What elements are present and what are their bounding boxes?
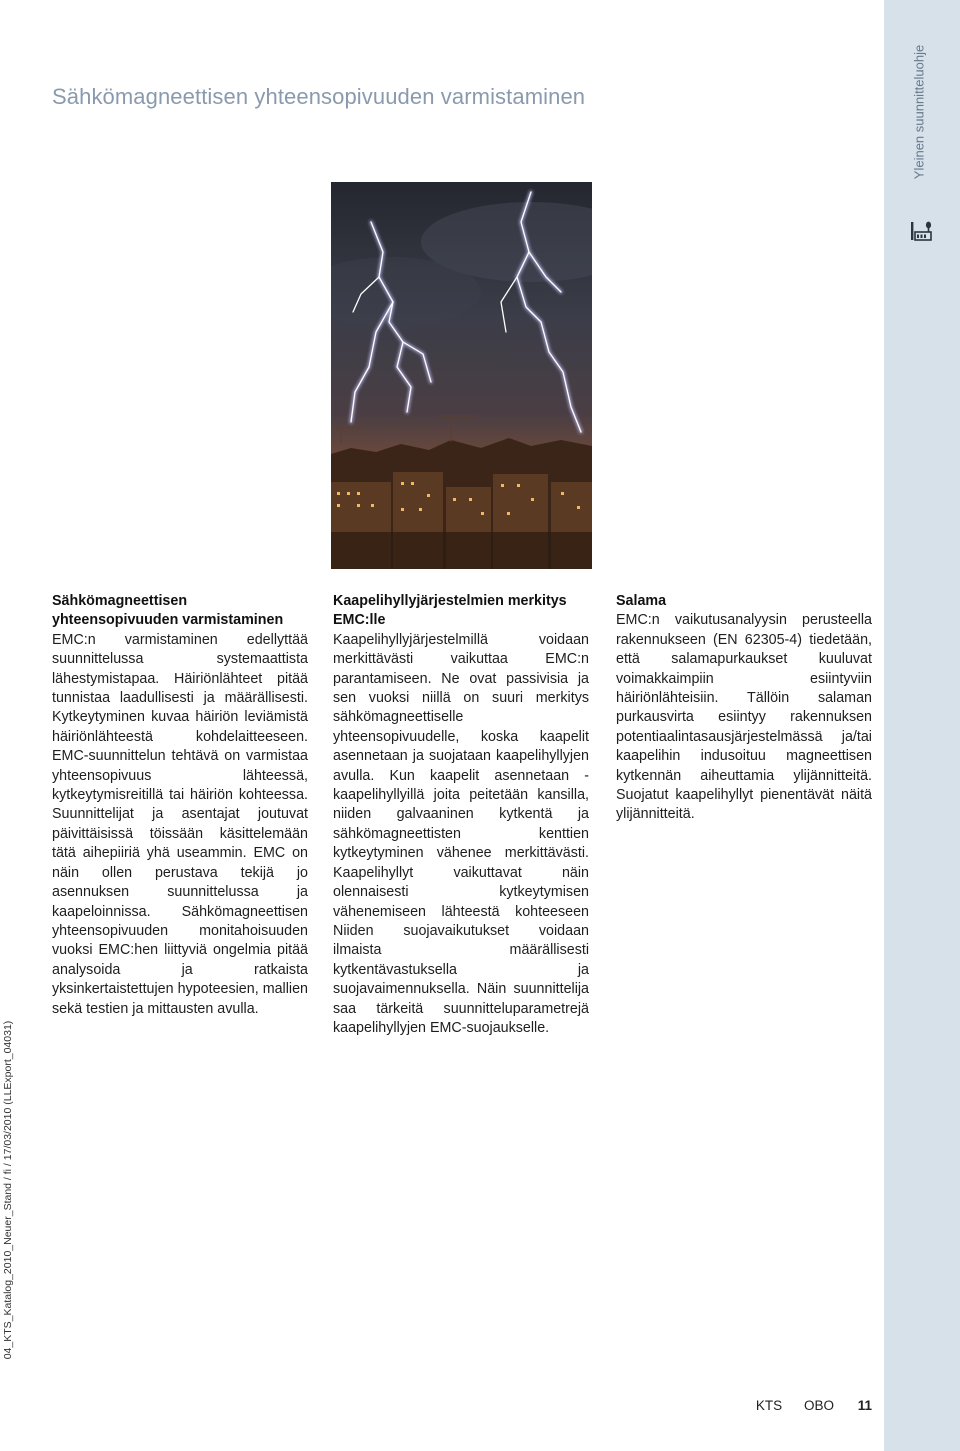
column-cable-tray-emc [333,592,589,1038]
job-code: 04_KTS_Katalog_2010_Neuer_Stand / fi / 17/03/2010 (LLExport_04031) [2,1020,14,1360]
lightning-over-city-photo [331,182,592,569]
tools-icon [908,218,934,244]
page-footer [756,1398,872,1413]
page-title: Sähkömagneettisen yhteensopivuuden varmistaminen [52,84,586,109]
brand-kts: KTS [755,1398,783,1413]
column-emc-assurance [52,592,308,1019]
column-heading: Kaapelihyllyjärjestelmien merkitys EMC:lle [333,593,567,629]
side-section-label: Yleinen suunnitteluohje [911,44,927,180]
column-body: Kaapelihyllyjärjestelmillä voidaan merkittävästi vaikuttaa EMC:n parantamiseen. Ne ovat passivisia ja sen vuoksi niillä on suuri merkitys sähkömagneettiselle yhteensopivuudelle, koska kaapelit asennetaan ja suojataan kaapelihyllyjen avulla. Kun kaapelit asennetaan - kaapelihyllyillä joita peitetään kansilla, niiden galvaaninen kytkentä ja sähkömagneettisten kenttien kytkeytyminen vähenee merkittävästi. Kaapelihyllyt vaikuttavat näin olennaisesti kytkeytymisen vähenemiseen lähteestä kohteeseen Niiden suojavaikutukset voidaan ilmaista määrällisesti kytkentävastuksella ja suojavaimennuksella. Näin suunnittelija saa tärkeitä suunnitteluparametrejä kaapelihyllyjen EMC-suojaukselle. [333,631,589,1036]
column-heading: Sähkömagneettisen yhteensopivuuden varmistaminen [52,593,284,629]
page-number: 11 [857,1398,872,1413]
column-body: EMC:n vaikutusanalyysin perusteella rakennukseen (EN 62305-4) tiedetään, että salamapurkaukset kuuluvat voimakkaimpiin esiintyviin häiriönlähteisiin. Tällöin salaman purkausvirta esiintyy rakennuksen potentiaalintasausjärjestelmässä ja/tai kaapelihin indusoituu magneettisen kytkennän aiheuttamia ylijännitteitä. Suojatut kaapelihyllyt pienentävät näitä ylijännitteitä. [616,612,872,823]
brand-obo: OBO [803,1398,834,1413]
column-heading: Salama [616,593,667,609]
column-lightning [616,592,872,825]
column-body: EMC:n varmistaminen edellyttää suunnittelussa systemaattista lähestymistapaa. Häiriönlähteet pitää tunnistaa laadullisesti ja määrällisesti. Kytkeytyminen kuvaa häiriön leviämistä häiriönlähteestä kohdelaitteeseen. EMC-suunnittelun tehtävä on varmistaa yhteensopivuus lähteessä, kytkeytymisreitillä tai häiriön kohteessa. Suunnittelijat ja asentajat joutuvat päivittäisissä töissään käsittelemään tätä aihepiiriä yhä useammin. EMC on näin ollen perustava tekijä jo asennuksen suunnittelussa ja kaapeloinnissa. Sähkömagneettisen yhteensopivuuden monitahoisuuden vuoksi EMC:hen liittyviä ongelmia pitää analysoida ja ratkaista yksinkertaistettujen hypoteesien, mallien sekä testien ja mittausten avulla. [52,631,308,1017]
